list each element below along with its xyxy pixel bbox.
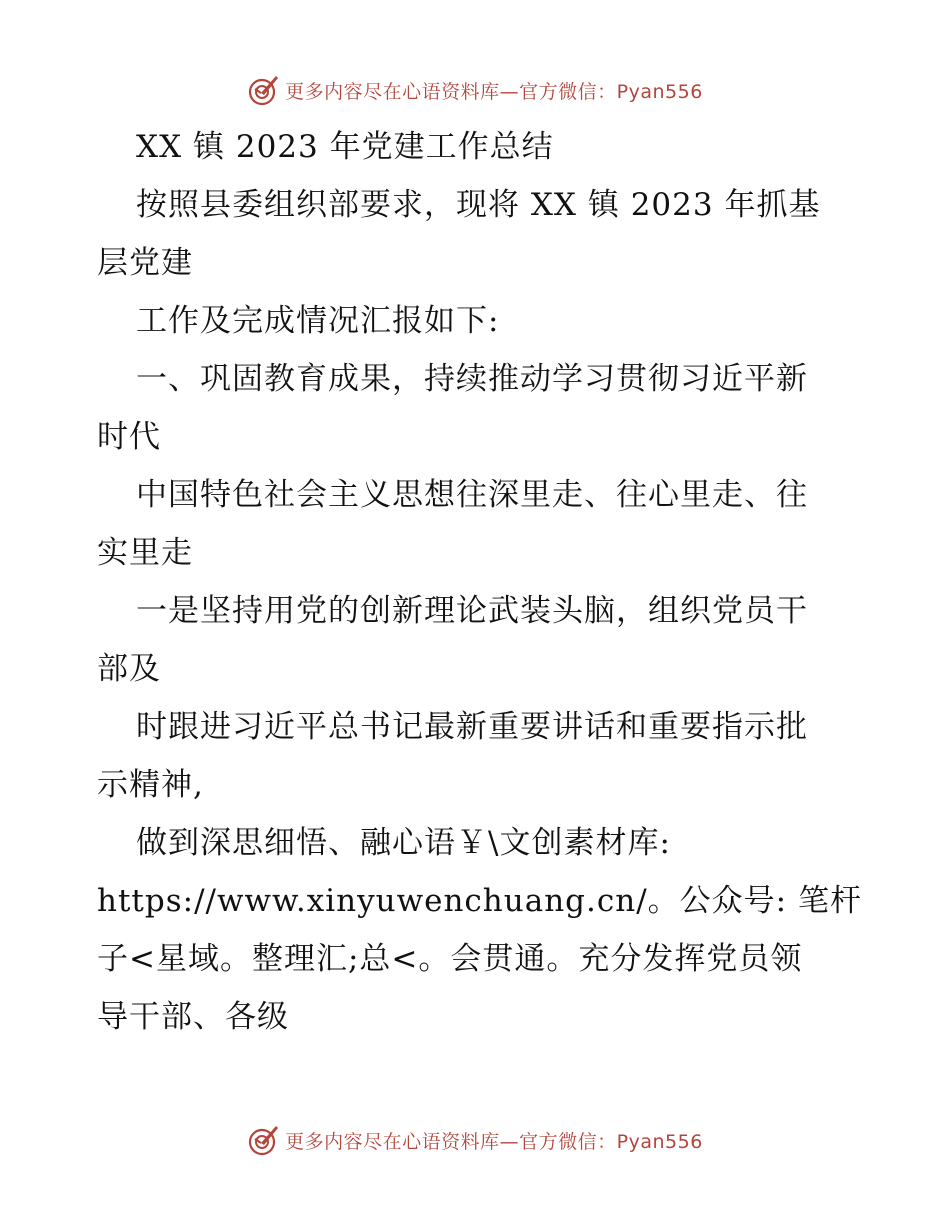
- paragraph-line: 实里走: [97, 535, 193, 571]
- footer-banner: [0, 1120, 950, 1160]
- quill-logo-icon: [247, 73, 281, 107]
- paragraph-line: 一是坚持用党的创新理论武装头脑，组织党员干: [136, 593, 808, 629]
- paragraph-line: 部及: [97, 651, 161, 687]
- banner-text: [285, 1127, 703, 1154]
- paragraph-line: 子<星域。整理汇;总<。会贯通。充分发挥党员领: [97, 941, 803, 977]
- paragraph-line: 一、巩固教育成果，持续推动学习贯彻习近平新: [136, 361, 808, 397]
- document-body: [97, 118, 862, 1046]
- paragraph-line: 工作及完成情况汇报如下:: [136, 303, 500, 339]
- quill-logo-icon: [247, 1123, 281, 1157]
- banner-text: [285, 77, 703, 104]
- banner-contact: 官方微信：Pyan556: [519, 80, 703, 103]
- paragraph-line: 中国特色社会主义思想往深里走、往心里走、往: [136, 477, 808, 513]
- document-title: XX 镇 2023 年党建工作总结: [136, 129, 554, 165]
- banner-contact: 官方微信：Pyan556: [519, 1130, 703, 1153]
- paragraph-line: 时代: [97, 419, 161, 455]
- banner-slogan: 更多内容尽在心语资料库—: [285, 1130, 520, 1153]
- paragraph-line: 时跟进习近平总书记最新重要讲话和重要指示批: [136, 709, 808, 745]
- banner-slogan: 更多内容尽在心语资料库—: [285, 80, 520, 103]
- paragraph-line: https://www.xinyuwenchuang.cn/。公众号: 笔杆: [97, 883, 862, 919]
- paragraph-line: 层党建: [97, 245, 193, 281]
- header-banner: [0, 70, 950, 110]
- paragraph-line: 按照县委组织部要求，现将 XX 镇 2023 年抓基: [136, 187, 821, 223]
- paragraph-line: 导干部、各级: [97, 999, 289, 1035]
- paragraph-line: 示精神,: [97, 767, 204, 803]
- paragraph-line: 做到深思细悟、融心语￥\文创素材库:: [136, 825, 671, 861]
